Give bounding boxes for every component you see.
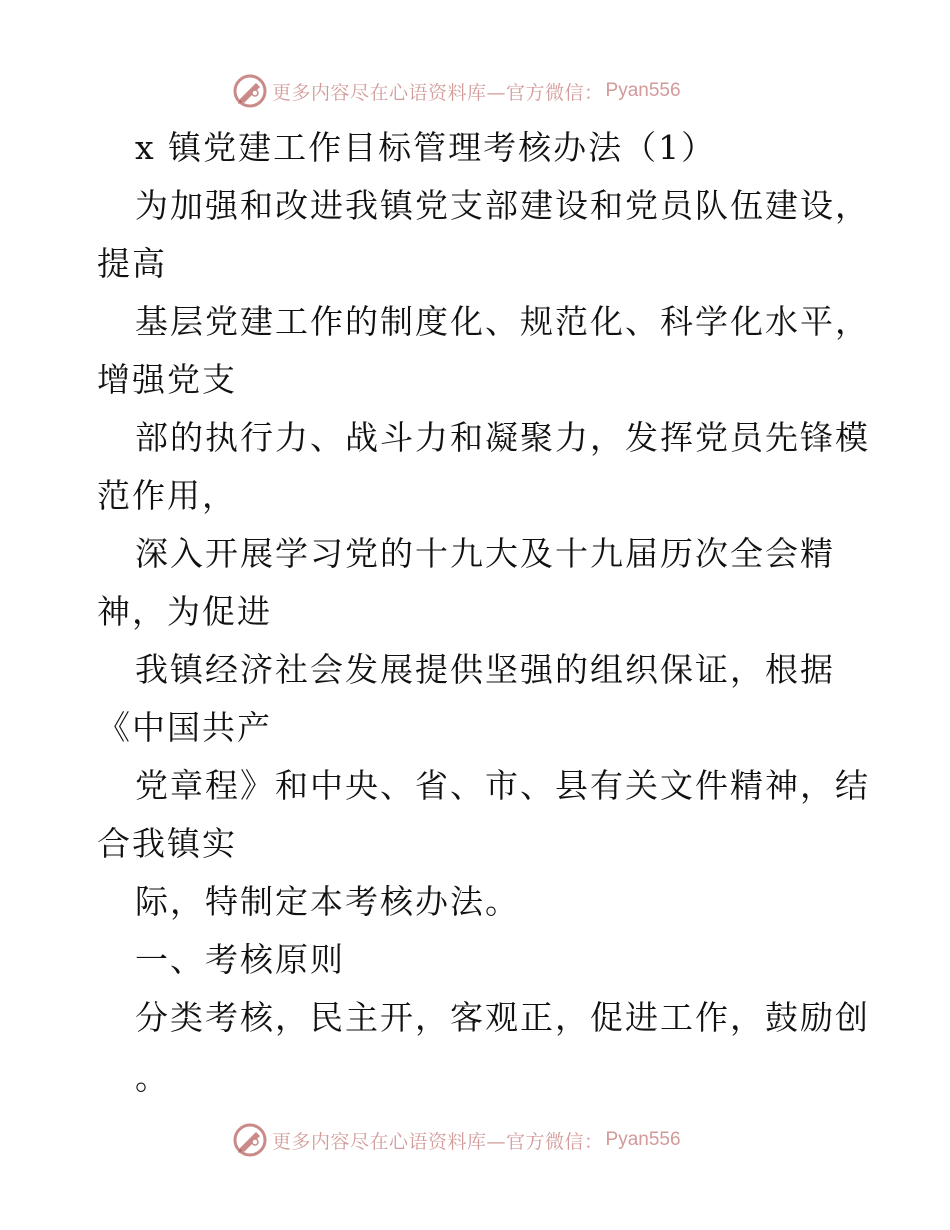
paragraph-line: 。 <box>135 1058 170 1097</box>
paragraph-line: 为加强和改进我镇党支部建设和党员队伍建设， <box>135 186 870 225</box>
section-heading: 一、考核原则 <box>135 940 345 979</box>
paragraph-line: 分类考核，民主开，客观正，促进工作，鼓励创 <box>135 998 870 1037</box>
watermark-text: 更多内容尽在心语资料库—官方微信： <box>272 1130 604 1153</box>
paragraph-line: 党章程》和中央、省、市、县有关文件精神，结 <box>135 766 870 805</box>
paragraph-line: 提高 <box>97 244 167 283</box>
paragraph-line: 际，特制定本考核办法。 <box>135 882 520 921</box>
paragraph-line: 基层党建工作的制度化、规范化、科学化水平， <box>135 302 870 341</box>
paragraph-line: 神，为促进 <box>97 592 272 631</box>
pen-logo-icon <box>232 1122 268 1158</box>
header-watermark-banner <box>232 71 681 111</box>
paragraph-line: 深入开展学习党的十九大及十九届历次全会精 <box>135 534 835 573</box>
wechat-id: Pyan556 <box>605 1129 681 1150</box>
pen-logo-icon <box>232 73 268 109</box>
watermark-text: 更多内容尽在心语资料库—官方微信： <box>272 81 604 104</box>
document-title: x 镇党建工作目标管理考核办法（1） <box>135 128 717 167</box>
paragraph-line: 《中国共产 <box>97 708 272 747</box>
paragraph-line: 增强党支 <box>97 360 237 399</box>
paragraph-line: 范作用， <box>97 476 237 515</box>
paragraph-line: 合我镇实 <box>97 824 237 863</box>
paragraph-line: 我镇经济社会发展提供坚强的组织保证，根据 <box>135 650 835 689</box>
paragraph-line: 部的执行力、战斗力和凝聚力，发挥党员先锋模 <box>135 418 870 457</box>
footer-watermark-banner <box>232 1120 681 1160</box>
wechat-id: Pyan556 <box>605 80 681 101</box>
